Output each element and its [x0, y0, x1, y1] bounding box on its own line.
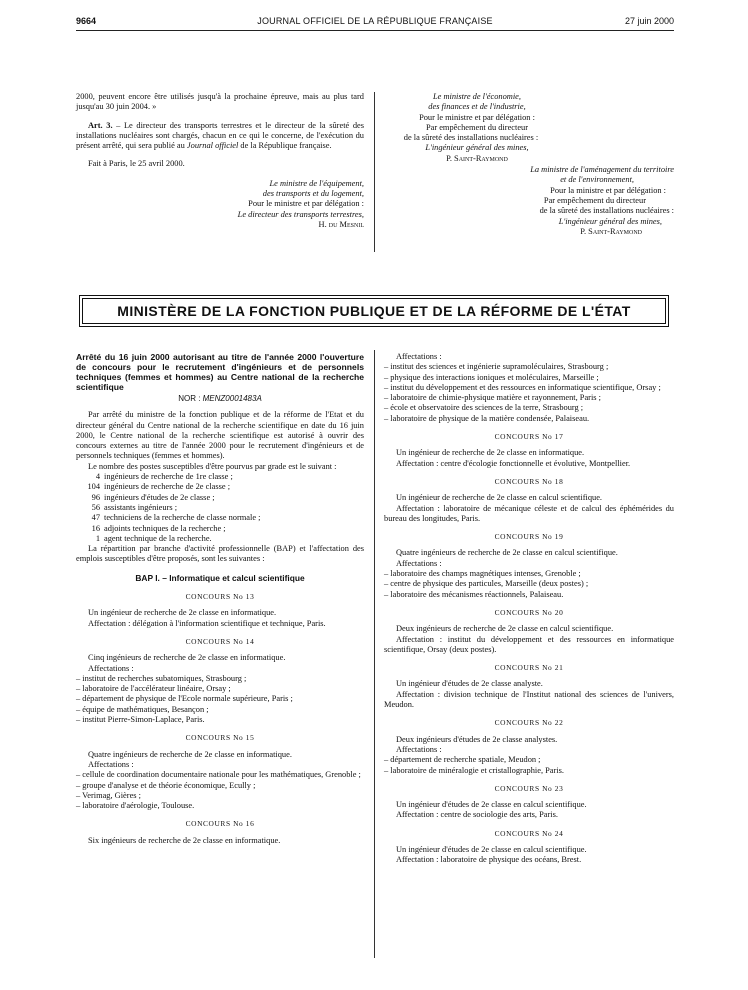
list-item: 96 ingénieurs d'études de 2e classe ; — [91, 492, 215, 502]
top-right-signatures — [384, 92, 674, 237]
concours-title: CONCOURS No 16 — [185, 819, 255, 829]
list-item: – institut du développement et des ressources en informatique scientifique, Orsay ; — [384, 382, 661, 392]
concours-title: CONCOURS No 18 — [494, 476, 564, 486]
issue-date: 27 juin 2000 — [624, 16, 674, 26]
list-item: – laboratoire d'aérologie, Toulouse. — [76, 801, 195, 811]
list-item: – département de physique de l'Ecole normale supérieure, Paris ; — [76, 694, 293, 704]
concours-19: CONCOURS No 19 Quatre ingénieurs de recherche de 2e classe en calcul scientifique. Affectations : – laboratoire des champs magnétiques intenses, Grenoble ; – centre de physique des particules, Marseille (deux postes) ; – laboratoire des mécanismes réactionnels, Palaiseau. — [384, 532, 674, 600]
signature-block-equipement: Le ministre de l'équipement, des transports et du logement, Pour le ministre et par délégation : Le directeur des transports terrestres, H. du Mesnil — [76, 179, 364, 230]
arrete-title: Arrêté du 16 juin 2000 autorisant au titre de l'année 2000 l'ouverture de concours pour le recrutement d'ingénieurs et de personnels techniques (femmes et hommes) au Centre national de la recherche scientifique — [76, 352, 364, 392]
list-item: – département de recherche spatiale, Meudon ; — [384, 755, 541, 765]
arrete-column-left — [76, 352, 364, 846]
list-item: – institut des sciences et ingénierie supramoléculaires, Strasbourg ; — [384, 362, 609, 372]
page-number: 9664 — [76, 16, 97, 26]
bap-heading: BAP I. – Informatique et calcul scientifique — [135, 572, 305, 583]
signature-block-amenagement: La ministre de l'aménagement du territoire et de l'environnement, Pour la ministre et par délégation : Par empêchement du directeur de la sûreté des installations nucléaires : L'ingénieur général des mines, P. Saint-Raymond — [384, 165, 674, 237]
list-item: 56 assistants ingénieurs ; — [91, 502, 178, 512]
ministry-banner: MINISTÈRE DE LA FONCTION PUBLIQUE ET DE LA RÉFORME DE L'ÉTAT — [82, 298, 666, 324]
column-divider-main — [374, 350, 375, 958]
grades-list — [76, 472, 364, 544]
concours-20: CONCOURS No 20 Deux ingénieurs de recherche de 2e classe en calcul scientifique. Affectation : institut du développement et des ressources en informatique scientifique, Orsay (deux postes). — [384, 607, 674, 654]
arrete-paragraph-3: La répartition par branche d'activité professionnelle (BAP) et l'affectation des emplois susceptibles d'être proposés, sont les suivantes : — [76, 544, 364, 564]
concours-13: CONCOURS No 13 Un ingénieur de recherche de 2e classe en informatique. Affectation : délégation à l'information scientifique et technique, Paris. — [76, 592, 364, 629]
concours-14: CONCOURS No 14 Cinq ingénieurs de recherche de 2e classe en informatique. Affectations : – institut de recherches subatomiques, Strasbourg ; – laboratoire de l'accélérateur linéaire, Orsay ; – département de physique de l'Ecole normale supérieure, Paris ; – équipe de mathématiques, Besançon ; – institut Pierre-Simon-Laplace, Paris. — [76, 637, 364, 725]
previous-arrete-end — [76, 92, 364, 230]
arrete-paragraph-2: Le nombre des postes susceptibles d'être pourvus par grade est le suivant : — [88, 461, 337, 471]
list-item: – laboratoire des mécanismes réactionnels, Palaiseau. — [384, 589, 564, 599]
list-item: – cellule de coordination documentaire nationale pour les mathématiques, Grenoble ; — [76, 770, 361, 780]
concours-title: CONCOURS No 22 — [494, 718, 564, 728]
signatory-name: H. du Mesnil — [318, 219, 364, 229]
concours-15: CONCOURS No 15 Quatre ingénieurs de recherche de 2e classe en informatique. Affectations : – cellule de coordination documentaire nationale pour les mathématiques, Grenoble ; – groupe d'analyse et de théorie économique, Ecully ; – Verimag, Gières ; – laboratoire d'aérologie, Toulouse. — [76, 733, 364, 811]
list-item: – laboratoire de physique de la matière condensée, Palaiseau. — [384, 413, 590, 423]
list-item: – centre de physique des particules, Marseille (deux postes) ; — [384, 579, 589, 589]
concours-23: CONCOURS No 23 Un ingénieur d'études de 2e classe en calcul scientifique. Affectation : centre de sociologie des arts, Paris. — [384, 784, 674, 821]
column-divider-top — [374, 92, 375, 252]
header-rule — [76, 30, 674, 31]
concours-title: CONCOURS No 23 — [494, 783, 564, 793]
concours-title: CONCOURS No 21 — [494, 663, 564, 673]
concours-16-affectations: Affectations : – institut des sciences et ingénierie supramoléculaires, Strasbourg ; – physique des interactions ioniques et moléculaires, Marseille ; – institut du développement et des ressources en informatique scientifique, Orsay ; – laboratoire de chimie-physique matière et rayonnement, Paris ; – école et observatoire des sciences de la terre, Strasbourg ; – laboratoire de physique de la matière condensée, Palaiseau. — [384, 352, 674, 424]
signature-block-economie: Le ministre de l'économie, des finances et de l'industrie, Pour le ministre et par délégation : Par empêchement du directeur de la sûreté des installations nucléaires : L'ingénieur général des mines, P. Saint-Raymond — [402, 92, 552, 164]
list-item: – groupe d'analyse et de théorie économique, Ecully ; — [76, 780, 256, 790]
signatory-name: P. Saint-Raymond — [580, 226, 642, 236]
concours-title: CONCOURS No 15 — [185, 733, 255, 743]
arrete-column-right — [384, 352, 674, 866]
concours-title: CONCOURS No 19 — [494, 532, 564, 542]
article-3-label: Art. 3. — [88, 120, 113, 130]
concours-title: CONCOURS No 17 — [494, 432, 564, 442]
list-item: 104 ingénieurs de recherche de 2e classe ; — [87, 482, 231, 492]
list-item: – école et observatoire des sciences de la terre, Strasbourg ; — [384, 403, 584, 413]
list-item: 47 techniciens de la recherche de classe normale ; — [91, 513, 261, 523]
list-item: – équipe de mathématiques, Besançon ; — [76, 704, 209, 714]
list-item: 1 agent technique de la recherche. — [95, 533, 212, 543]
list-item: – laboratoire de minéralogie et cristallographie, Paris. — [384, 765, 564, 775]
concours-21: CONCOURS No 21 Un ingénieur d'études de 2e classe analyste. Affectation : division technique de l'Institut national des sciences de l'univers, Meudon. — [384, 663, 674, 710]
concours-16: CONCOURS No 16 Six ingénieurs de recherche de 2e classe en informatique. — [76, 819, 364, 846]
arrete-paragraph-1: Par arrêté du ministre de la fonction publique et de la réforme de l'Etat et du directeur général du Centre national de la recherche scientifique en date du 16 juin 2000, le Centre national de la recherche scientifique est autorisé à ouvrir des concours externes au titre de l'année 2000 pour le recrutement d'ingénieurs et de personnels techniques (femmes et hommes). — [76, 410, 364, 461]
list-item: – physique des interactions ioniques et moléculaires, Marseille ; — [384, 372, 599, 382]
concours-title: CONCOURS No 20 — [494, 607, 564, 617]
list-item: – Verimag, Gières ; — [76, 790, 141, 800]
concours-title: CONCOURS No 14 — [185, 636, 255, 646]
nor-reference: NOR : MENZ0001483A — [178, 394, 262, 403]
concours-title: CONCOURS No 24 — [494, 828, 564, 838]
list-item: – institut Pierre-Simon-Laplace, Paris. — [76, 715, 205, 725]
list-item: 16 adjoints techniques de la recherche ; — [91, 523, 226, 533]
concours-24: CONCOURS No 24 Un ingénieur d'études de 2e classe en calcul scientifique. Affectation : laboratoire de physique des océans, Brest. — [384, 829, 674, 866]
journal-title: JOURNAL OFFICIEL DE LA RÉPUBLIQUE FRANÇAISE — [257, 16, 493, 26]
list-item: 4 ingénieurs de recherche de 1re classe ; — [95, 472, 233, 482]
concours-22: CONCOURS No 22 Deux ingénieurs d'études de 2e classe analystes. Affectations : – département de recherche spatiale, Meudon ; – laboratoire de minéralogie et cristallographie, Paris. — [384, 718, 674, 775]
concours-18: CONCOURS No 18 Un ingénieur de recherche de 2e classe en calcul scientifique. Affectation : laboratoire de mécanique céleste et de calcul des éphémérides du bureau des longitudes, Paris. — [384, 476, 674, 523]
signatory-name: P. Saint-Raymond — [446, 153, 508, 163]
article-3: Art. 3. – Le directeur des transports terrestres et le directeur de la sûreté des installations nucléaires sont chargés, chacun en ce qui le concerne, de l'exécution du présent arrêté, qui sera publié au Journal officiel de la République française. — [76, 120, 365, 151]
list-item: – laboratoire de chimie-physique matière et rayonnement, Paris ; — [384, 393, 601, 403]
list-item: – institut de recherches subatomiques, Strasbourg ; — [76, 673, 247, 683]
continuation-text: 2000, peuvent encore être utilisés jusqu'à la prochaine épreuve, mais au plus tard jusqu'au 30 juin 2004. » — [76, 92, 364, 112]
signing-place-date: Fait à Paris, le 25 avril 2000. — [88, 159, 185, 169]
concours-17: CONCOURS No 17 Un ingénieur de recherche de 2e classe en informatique. Affectation : centre d'écologie fonctionnelle et évolutive, Montpellier. — [384, 432, 674, 469]
concours-title: CONCOURS No 13 — [185, 592, 255, 602]
list-item: – laboratoire des champs magnétiques intenses, Grenoble ; — [384, 569, 581, 579]
list-item: – laboratoire de l'accélérateur linéaire, Orsay ; — [76, 684, 231, 694]
